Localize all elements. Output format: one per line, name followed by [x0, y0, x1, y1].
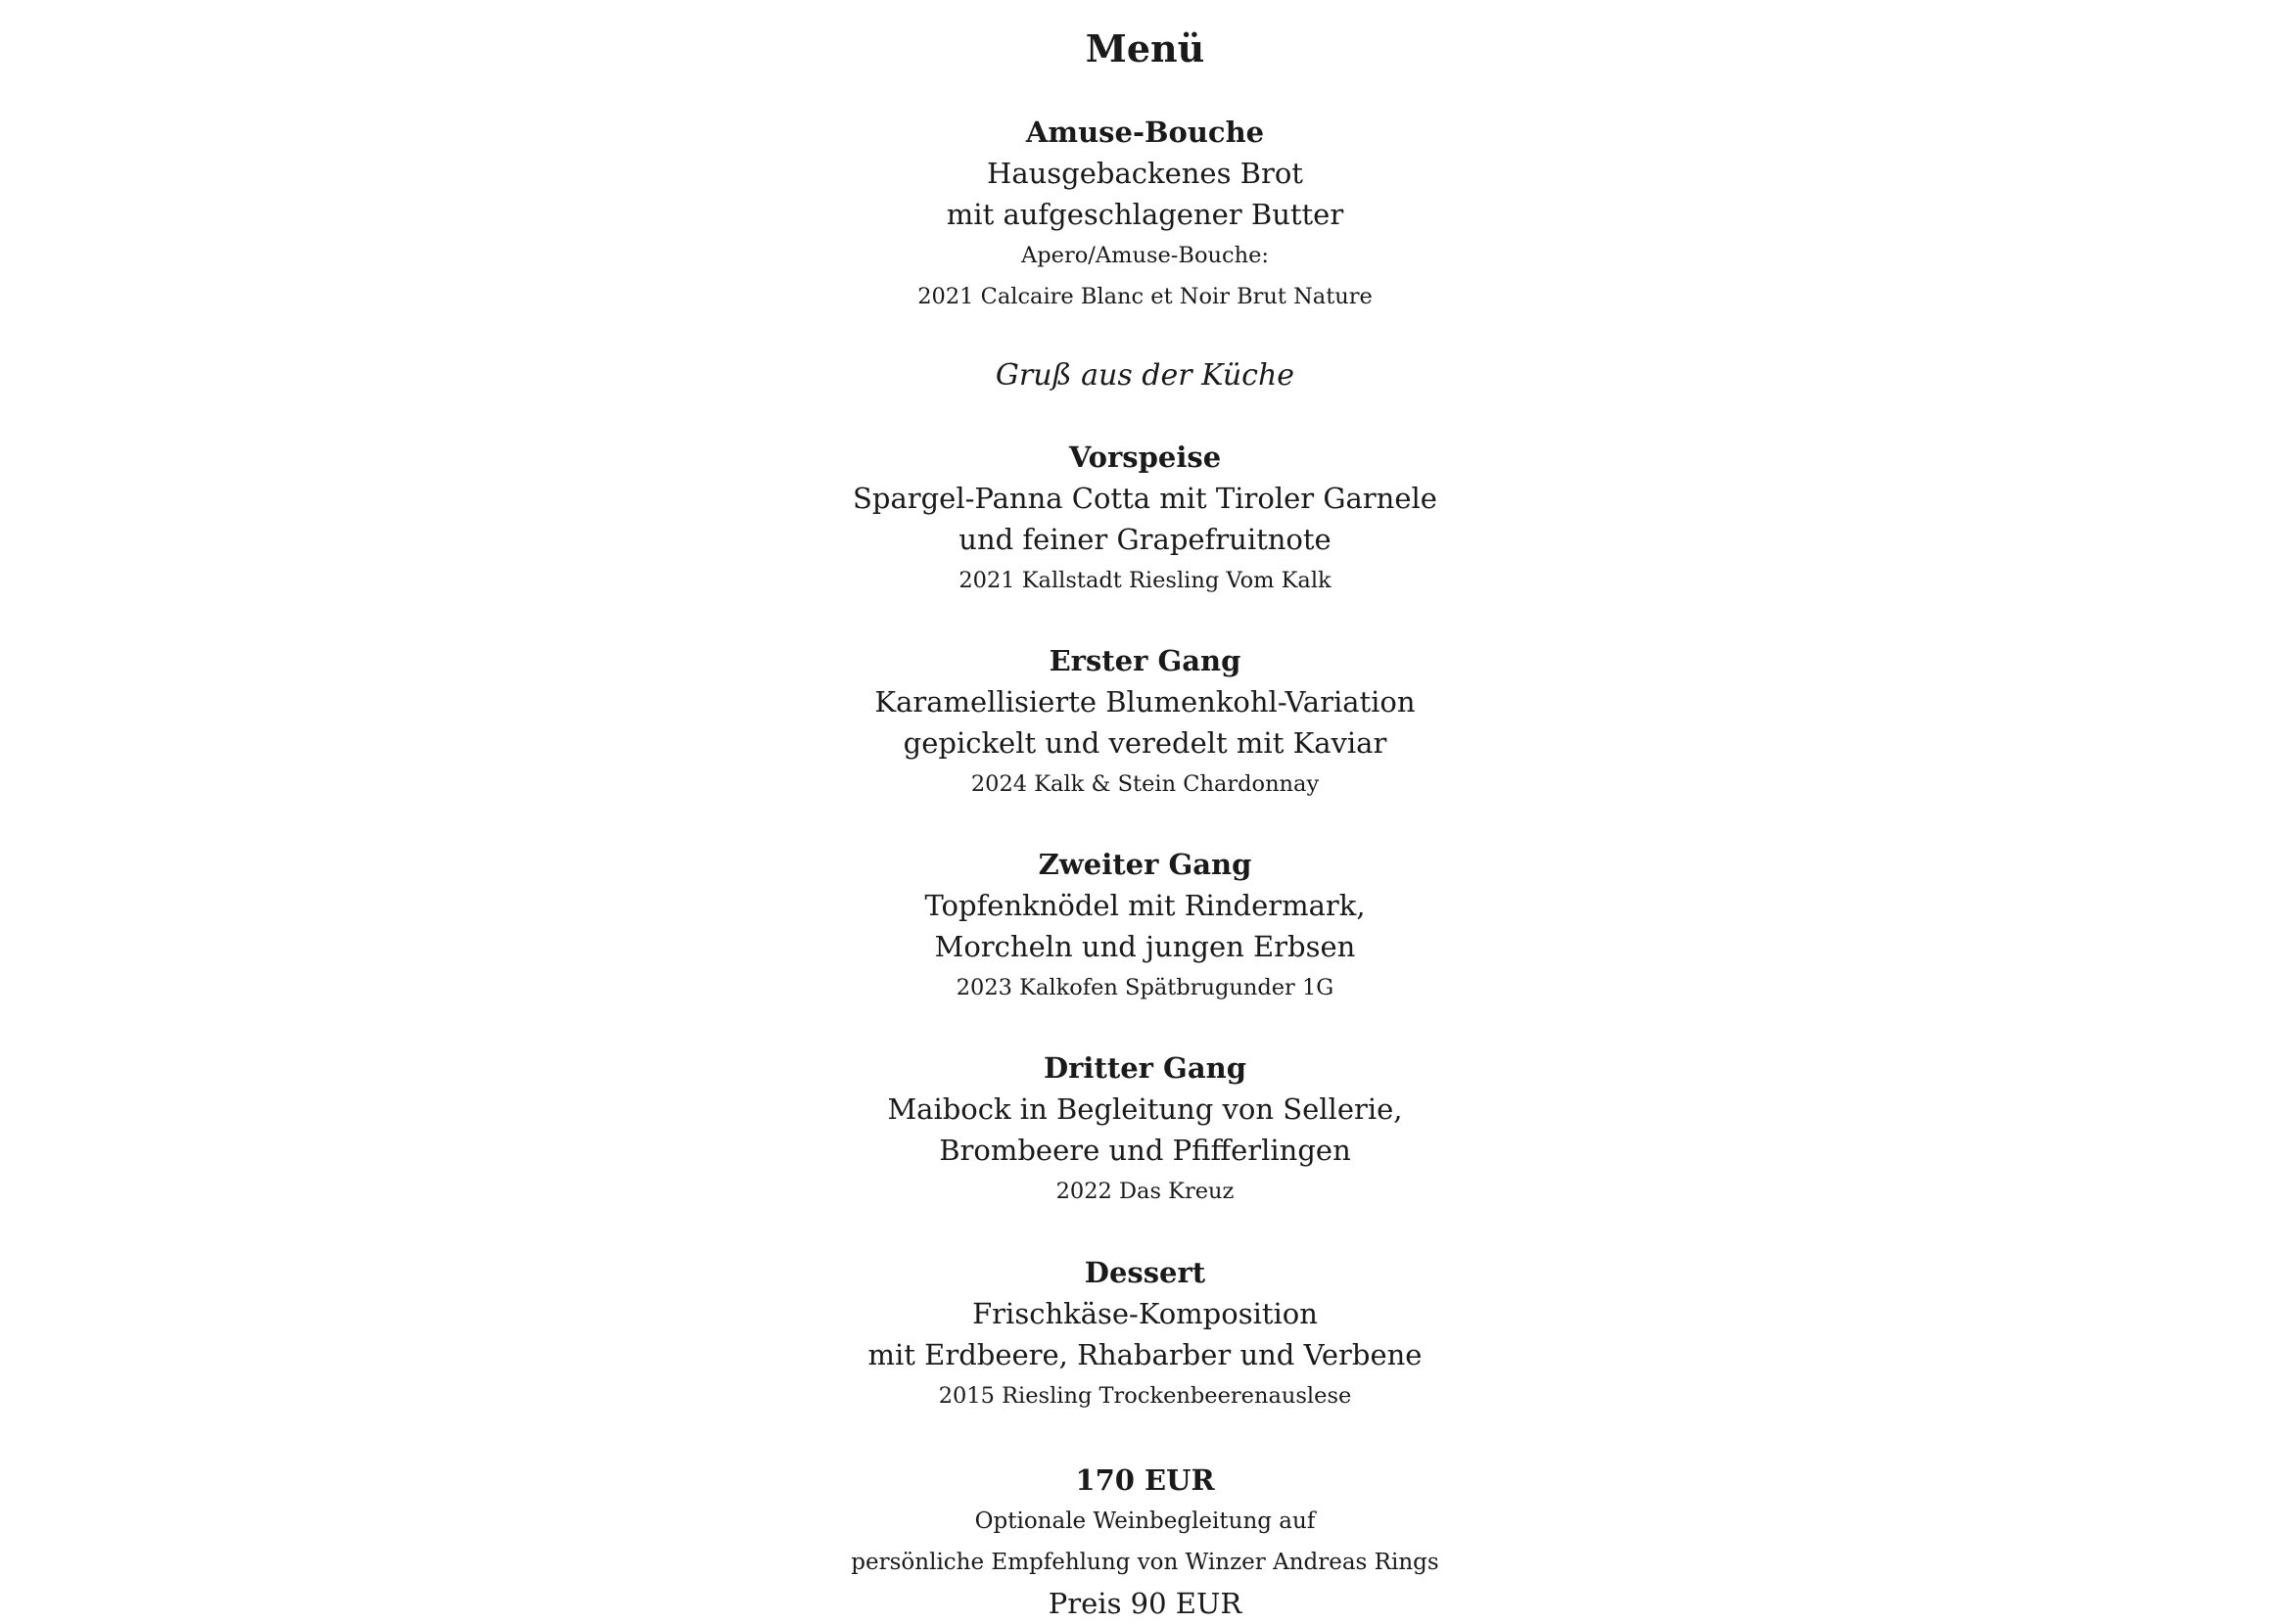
wine-pairing: 2023 Kalkofen Spätbrugunder 1G: [956, 975, 1334, 1000]
dish-line: Spargel-Panna Cotta mit Tiroler Garnele: [853, 482, 1437, 515]
dish-line: mit Erdbeere, Rhabarber und Verbene: [867, 1338, 1423, 1371]
course-dritter-gang: [0, 1047, 2290, 1212]
dish-line: Hausgebackenes Brot: [987, 157, 1303, 190]
menu-footer: [0, 1460, 2290, 1624]
dish-line: Topfenknödel mit Rindermark,: [924, 889, 1366, 922]
wine-pairing: 2015 Riesling Trockenbeerenauslese: [938, 1383, 1352, 1409]
course-heading: Vorspeise: [1068, 441, 1222, 474]
course-zweiter-gang: [0, 844, 2290, 1008]
course-dessert: [0, 1252, 2290, 1416]
course-heading: Erster Gang: [1049, 644, 1241, 677]
dish-line: Morcheln und jungen Erbsen: [934, 930, 1356, 963]
course-heading: Dritter Gang: [1044, 1051, 1246, 1085]
dish-line: Karamellisierte Blumenkohl-Variation: [874, 685, 1416, 719]
course-erster-gang: [0, 640, 2290, 805]
course-heading: Amuse-Bouche: [1025, 116, 1265, 149]
course-heading: Zweiter Gang: [1038, 848, 1252, 881]
dish-line: Brombeere und Pfifferlingen: [939, 1134, 1351, 1167]
wine-pairing-price: Preis 90 EUR: [1048, 1587, 1242, 1620]
wine-label: Apero/Amuse-Bouche:: [1021, 243, 1269, 268]
dish-line: Maibock in Begleitung von Sellerie,: [887, 1092, 1403, 1126]
wine-pairing: 2022 Das Kreuz: [1055, 1179, 1235, 1204]
wine-pairing-note: persönliche Empfehlung von Winzer Andreas Rings: [851, 1550, 1439, 1575]
wine-pairing: 2021 Calcaire Blanc et Noir Brut Nature: [917, 284, 1373, 309]
dish-line: mit aufgeschlagener Butter: [946, 198, 1344, 231]
wine-pairing: 2021 Kallstadt Riesling Vom Kalk: [958, 568, 1332, 593]
wine-pairing: 2024 Kalk & Stein Chardonnay: [970, 771, 1320, 797]
course-amuse-bouche: [0, 112, 2290, 317]
course-vorspeise: [0, 437, 2290, 601]
dish-line: Frischkäse-Komposition: [972, 1297, 1318, 1330]
wine-pairing-note: Optionale Weinbegleitung auf: [974, 1508, 1316, 1534]
greeting-from-kitchen: Gruß aus der Küche: [995, 358, 1295, 393]
dish-line: und feiner Grapefruitnote: [958, 523, 1332, 556]
course-heading: Dessert: [1084, 1256, 1206, 1289]
dish-line: gepickelt und veredelt mit Kaviar: [903, 726, 1387, 760]
menu-price: 170 EUR: [1075, 1463, 1215, 1497]
page-title: Menü: [1085, 26, 1205, 70]
